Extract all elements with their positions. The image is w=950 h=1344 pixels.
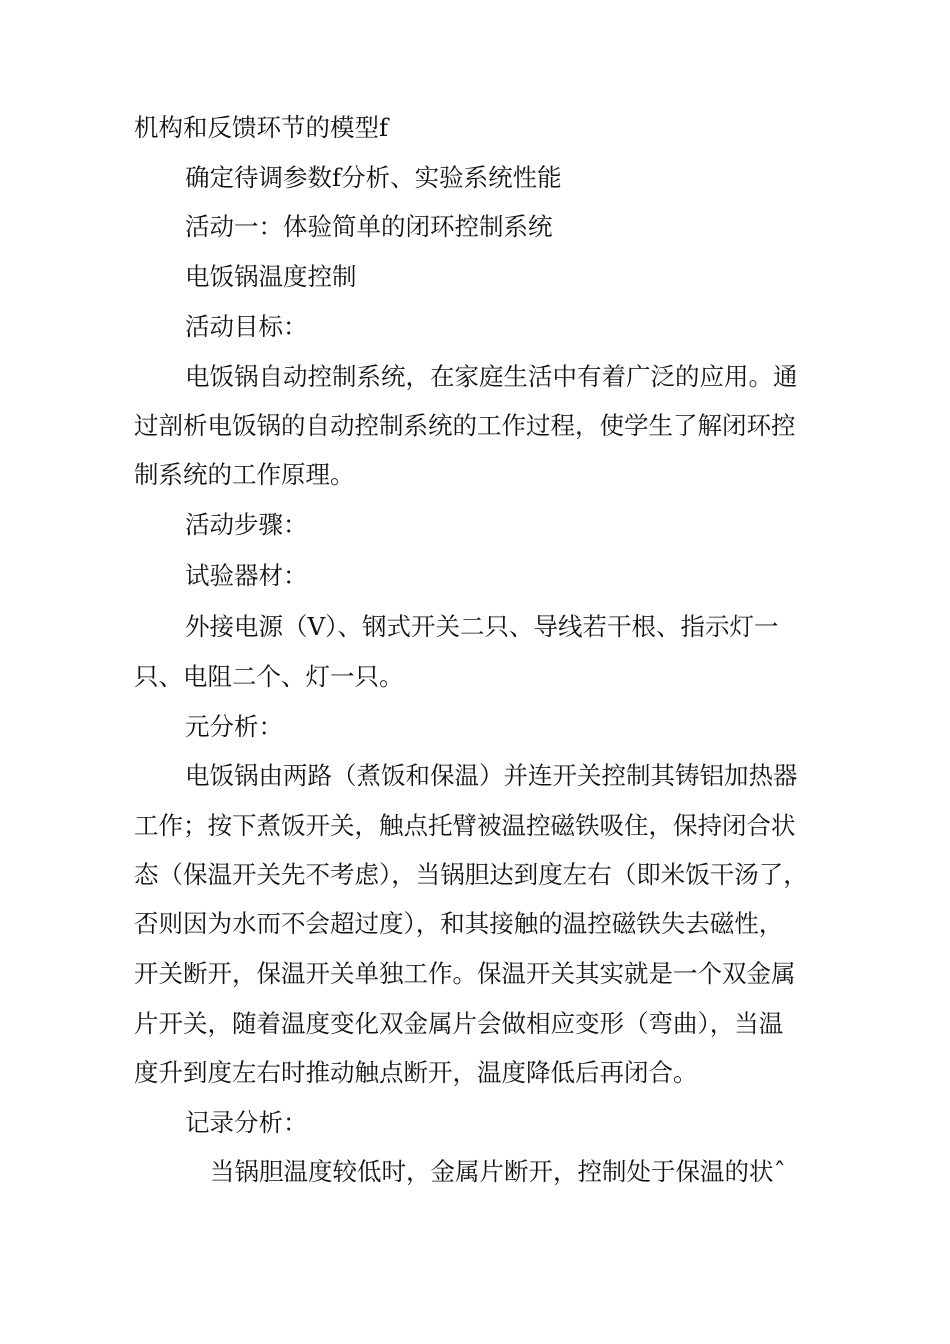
text-line: 制系统的工作原理。 xyxy=(134,460,355,489)
text-line: 确定待调参数f分析、实验系统性能 xyxy=(185,163,562,192)
text-line: 活动一：体验简单的闭环控制系统 xyxy=(185,212,553,241)
text-line: 元分析： xyxy=(185,712,283,741)
text-line: 过剖析电饭锅的自动控制系统的工作过程，使学生了解闭环控 xyxy=(134,411,796,440)
text-line: 工作；按下煮饭开关，触点托臂被温控磁铁吸住，保持闭合状 xyxy=(134,811,796,840)
text-line: 片开关，随着温度变化双金属片会做相应变形（弯曲），当温 xyxy=(134,1009,784,1038)
text-line: 否则因为水而不会超过度），和其接触的温控磁铁失去磁性， xyxy=(134,909,784,938)
text-line: 试验器材： xyxy=(185,561,308,590)
text-line: 度升到度左右时推动触点断开，温度降低后再闭合。 xyxy=(134,1058,698,1087)
text-line: 只、电阻二个、灯一只。 xyxy=(134,662,404,691)
text-line: 记录分析： xyxy=(185,1108,308,1137)
text-line: 活动目标： xyxy=(185,312,308,341)
text-line: 开关断开，保温开关单独工作。保温开关其实就是一个双金属 xyxy=(134,959,796,988)
text-line: 活动步骤： xyxy=(185,510,308,539)
section-heading: 电饭锅温度控制 xyxy=(185,262,357,291)
text-line: 外接电源（V）、钢式开关二只、导线若干根、指示灯一 xyxy=(185,612,779,641)
text-line: 电饭锅自动控制系统，在家庭生活中有着广泛的应用。通 xyxy=(185,362,798,391)
text-line: 态（保温开关先不考虑），当锅胆达到度左右（即米饭干汤了， xyxy=(134,860,808,889)
text-line: 机构和反馈环节的模型f xyxy=(134,113,389,142)
text-line: 当锅胆温度较低时，金属片断开，控制处于保温的状ˆ xyxy=(210,1157,786,1186)
text-line: 电饭锅由两路（煮饭和保温）并连开关控制其铸铝加热器 xyxy=(185,761,798,790)
